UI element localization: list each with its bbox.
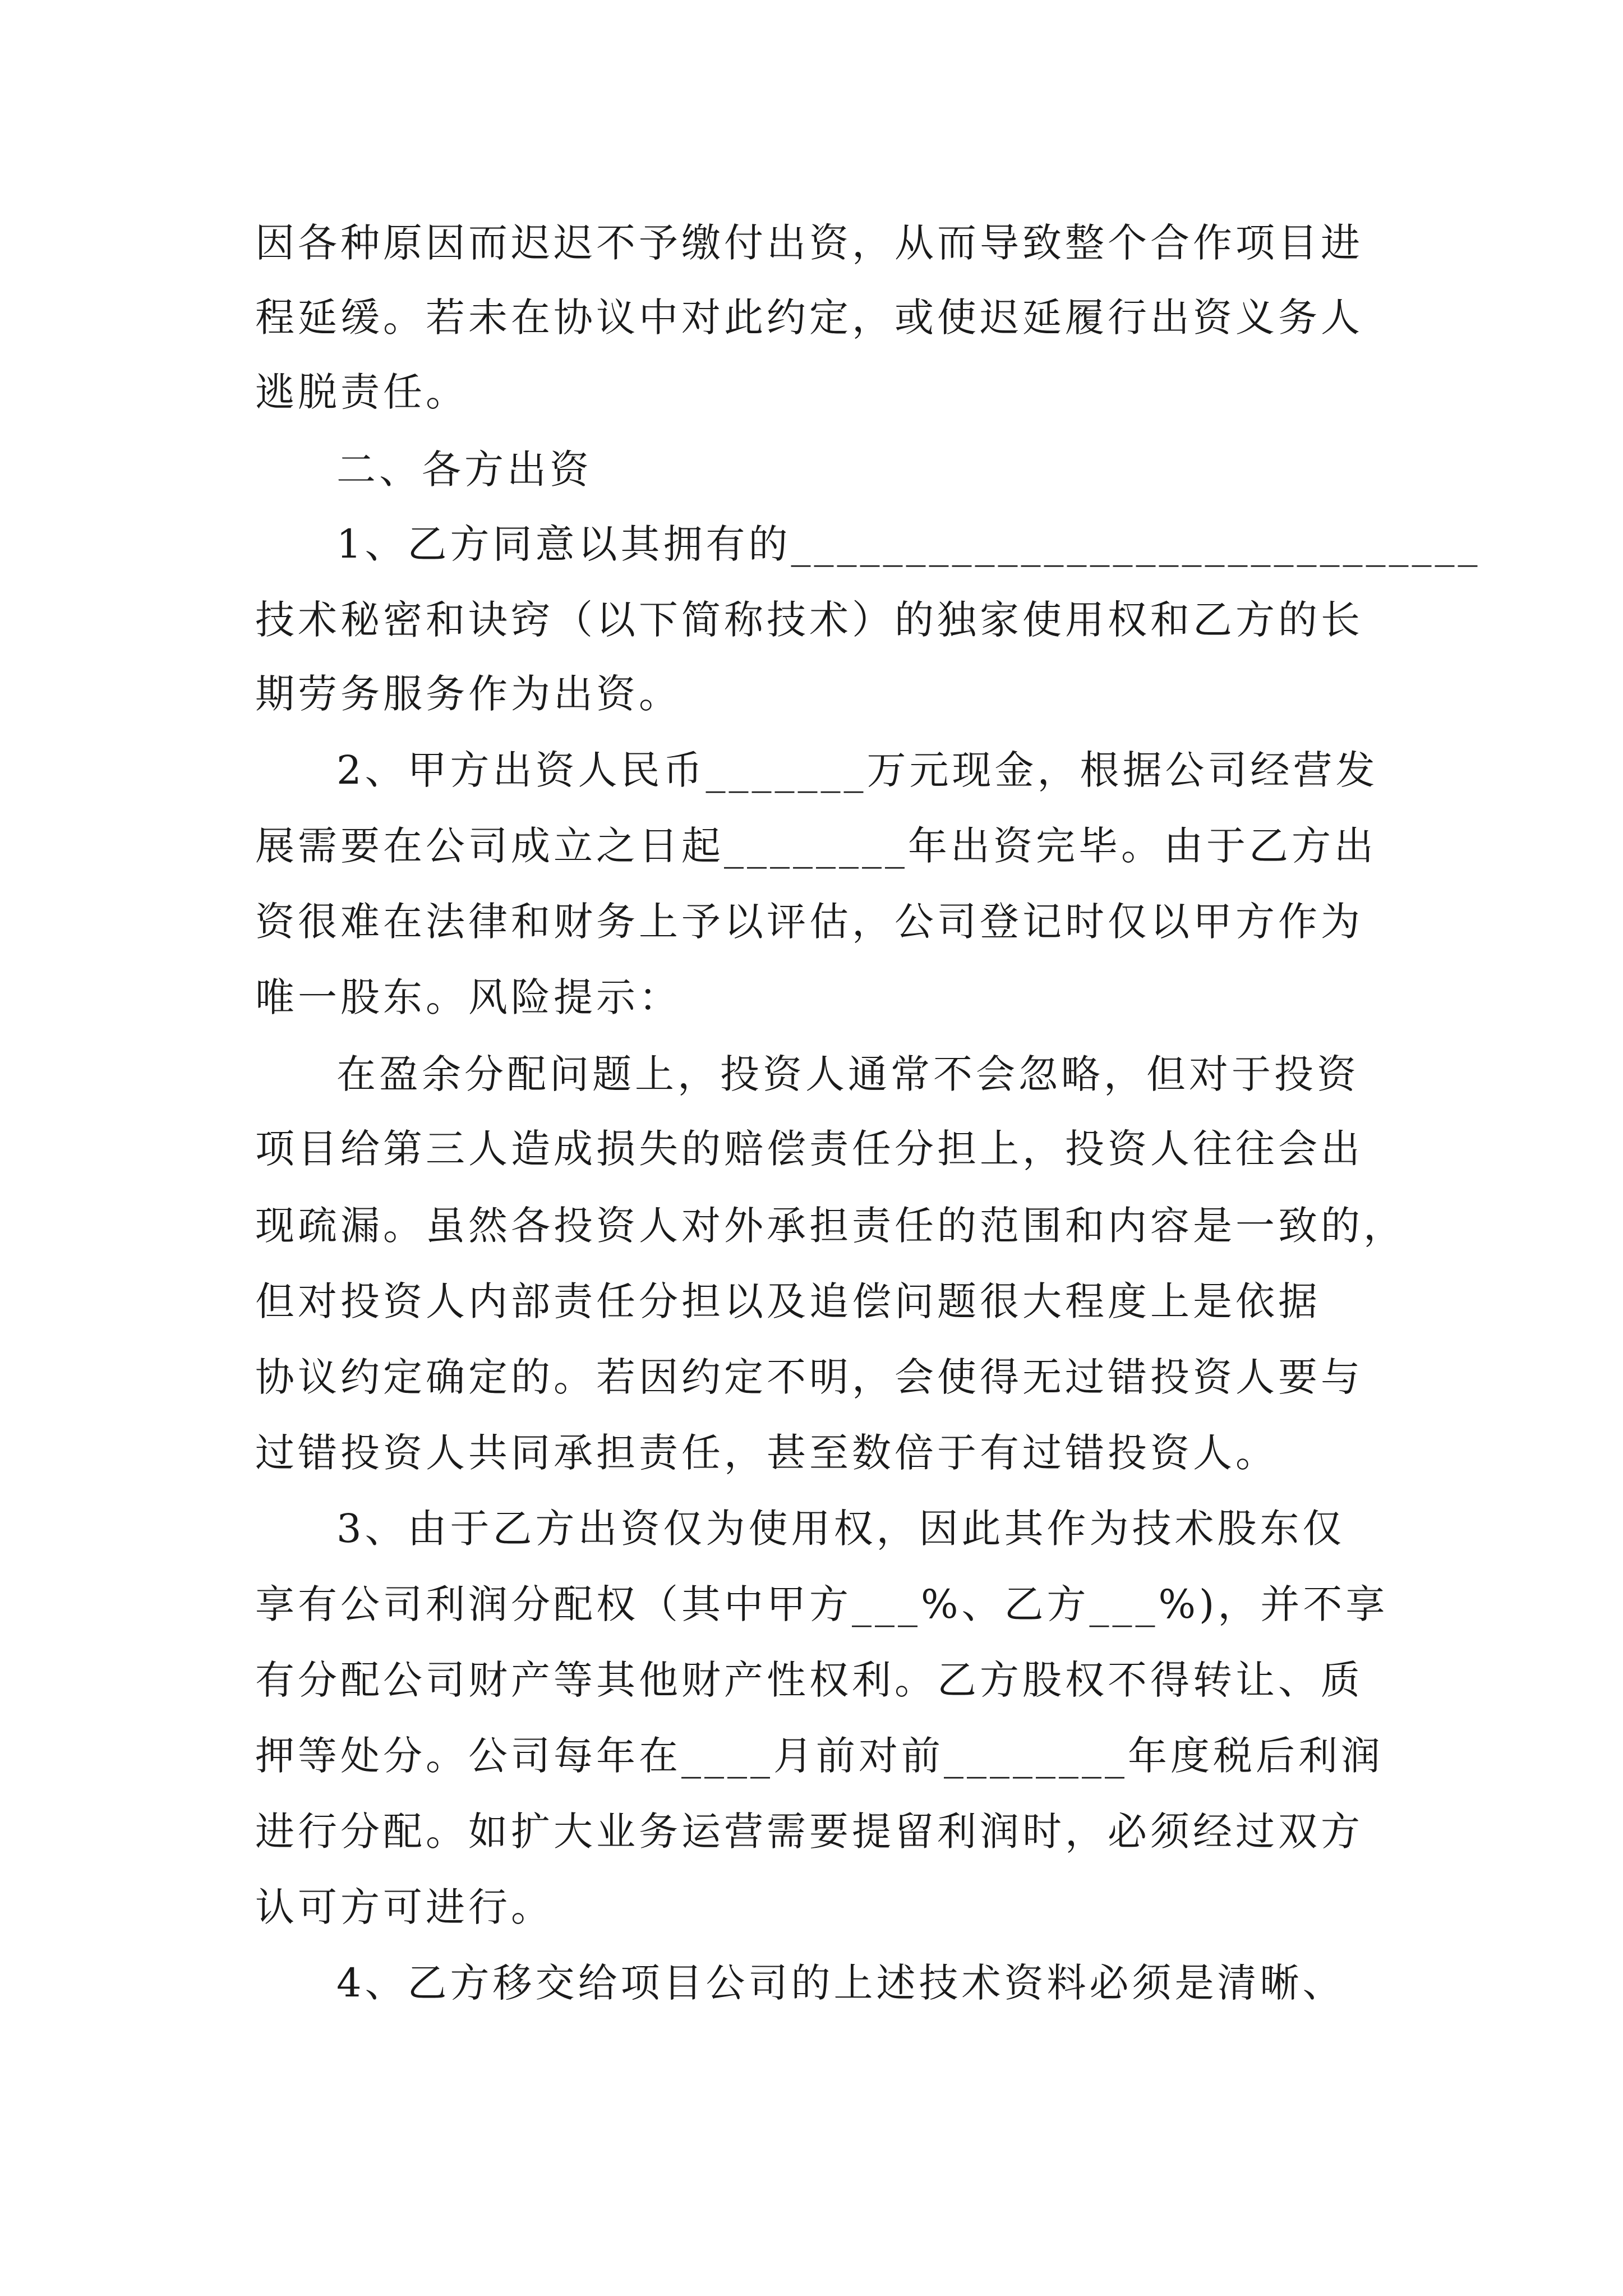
paragraph-line: 程延缓。若未在协议中对此约定，或使迟延履行出资义务人 (255, 295, 1363, 341)
paragraph-line: 逃脱责任。 (255, 369, 468, 415)
paragraph-line: 1、乙方同意以其拥有的______________________________ (336, 521, 1481, 567)
paragraph-line: 因各种原因而迟迟不予缴付出资，从而导致整个合作项目进 (255, 220, 1363, 266)
paragraph-line: 资很难在法律和财务上予以评估，公司登记时仅以甲方作为 (255, 899, 1363, 945)
paragraph-line: 4、乙方移交给项目公司的上述技术资料必须是清晰、 (336, 1960, 1345, 2006)
paragraph-line: 技术秘密和诀窍（以下简称技术）的独家使用权和乙方的长 (255, 597, 1363, 643)
paragraph-line: 在盈余分配问题上，投资人通常不会忽略，但对于投资 (336, 1051, 1359, 1097)
paragraph-line: 2、甲方出资人民币_______万元现金，根据公司经营发 (336, 747, 1378, 793)
paragraph-line: 项目给第三人造成损失的赔偿责任分担上，投资人往往会出 (255, 1126, 1363, 1172)
paragraph-line: 现疏漏。虽然各投资人对外承担责任的范围和内容是一致的， (255, 1203, 1406, 1249)
paragraph-line: 过错投资人共同承担责任，甚至数倍于有过错投资人。 (255, 1430, 1278, 1476)
paragraph-line: 押等处分。公司每年在____月前对前________年度税后利润 (255, 1733, 1384, 1779)
paragraph-line: 但对投资人内部责任分担以及追偿问题很大程度上是依据 (255, 1278, 1321, 1324)
paragraph-line: 唯一股东。风险提示： (255, 974, 681, 1020)
section-heading: 二、各方出资 (336, 447, 592, 493)
paragraph-line: 认可方可进行。 (255, 1884, 554, 1930)
paragraph-line: 有分配公司财产等其他财产性权利。乙方股权不得转让、质 (255, 1657, 1363, 1703)
paragraph-line: 期劳务服务作为出资。 (255, 671, 681, 717)
paragraph-line: 展需要在公司成立之日起________年出资完毕。由于乙方出 (255, 823, 1377, 869)
paragraph-line: 协议约定确定的。若因约定不明，会使得无过错投资人要与 (255, 1354, 1363, 1400)
paragraph-line: 享有公司利润分配权（其中甲方___%、乙方___%)，并不享 (255, 1581, 1389, 1627)
paragraph-line: 进行分配。如扩大业务运营需要提留利润时，必须经过双方 (255, 1809, 1363, 1855)
paragraph-line: 3、由于乙方出资仅为使用权，因此其作为技术股东仅 (336, 1506, 1345, 1552)
